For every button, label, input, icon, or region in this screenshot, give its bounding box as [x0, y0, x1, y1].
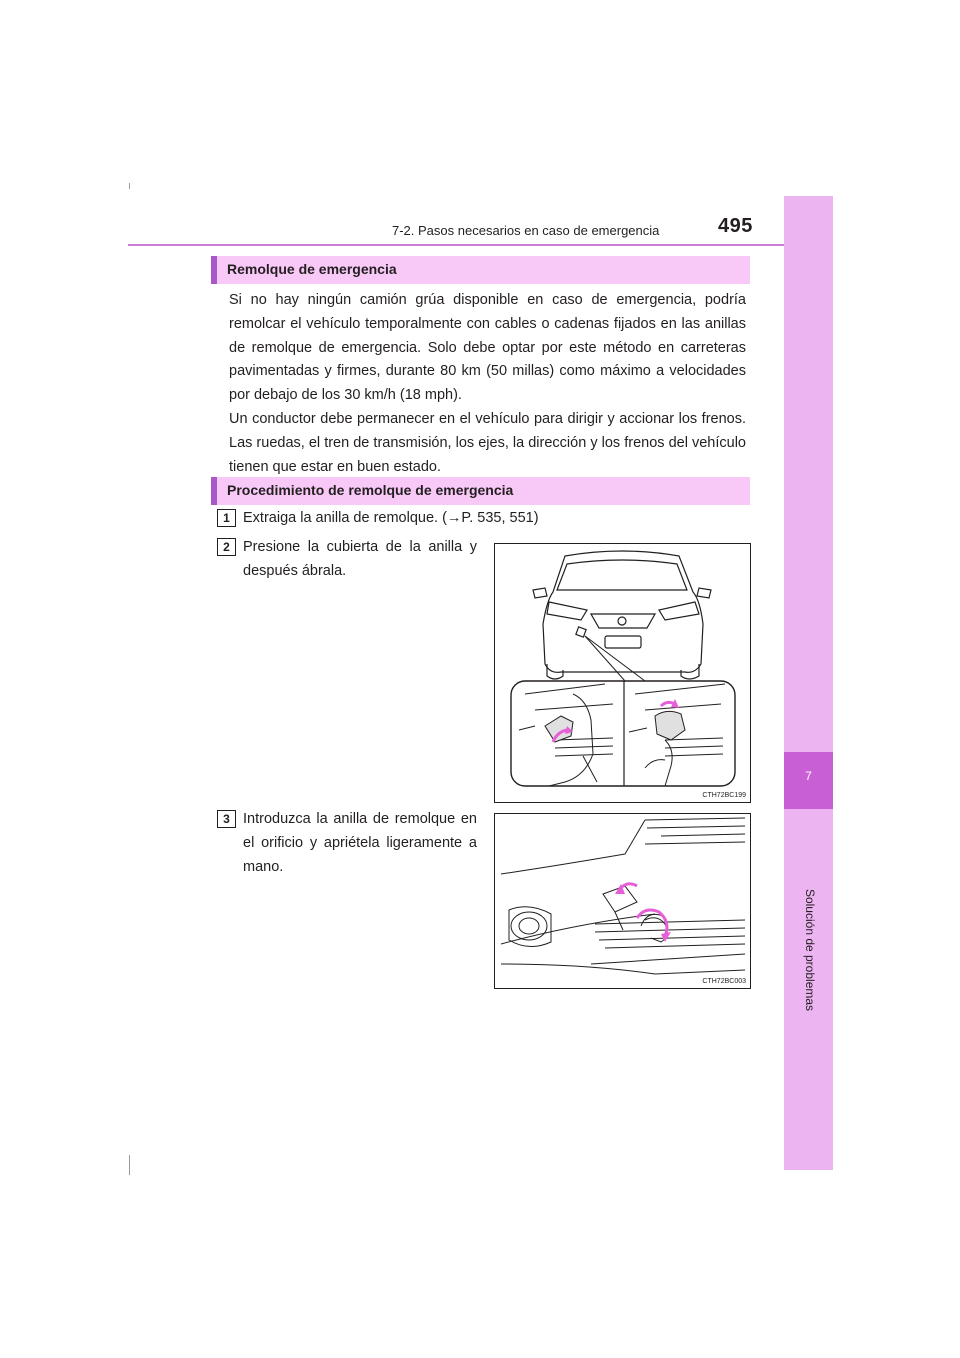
figure-insert-tow-hook — [494, 813, 751, 989]
figure-tow-hook-cover — [494, 543, 751, 803]
crop-mark — [129, 183, 130, 189]
header-section-title: 7-2. Pasos necesarios en caso de emergencia — [392, 223, 660, 238]
step-text-1: Extraiga la anilla de remolque. (→P. 535, 551) — [243, 510, 539, 526]
chapter-title: Solución de problemas — [803, 888, 817, 1012]
step-number-1: 1 — [217, 509, 236, 527]
section-heading-text: Remolque de emergencia — [227, 261, 397, 277]
step-text-3: Introduzca la anilla de remolque en el orificio y apriétela ligeramente a mano. — [243, 811, 477, 875]
figure-code: CTH72BC199 — [702, 792, 746, 799]
header-divider — [128, 244, 833, 246]
section-heading-remolque — [211, 256, 750, 284]
body-text — [229, 289, 746, 479]
crop-mark — [129, 1155, 130, 1175]
section-heading-text: Procedimiento de remolque de emergencia — [227, 482, 514, 498]
section-heading-procedimiento — [211, 477, 750, 505]
tow-hook-insertion-illustration — [495, 814, 750, 988]
step-number-3: 3 — [217, 810, 236, 828]
car-front-illustration — [495, 544, 750, 802]
paragraph-towing-conditions: Si no hay ningún camión grúa disponible en caso de emergencia, podría remolcar el vehículo temporalmente con cables o cadenas fijados en las anillas de remolque de emergencia. Solo debe optar por este método en carreteras pavimentadas y firmes, durante 80 km (50 millas) como máximo a velocidades por debajo de los 30 km/h (18 mph). — [229, 292, 746, 404]
step-text-2: Presione la cubierta de la anilla y después ábrala. — [243, 539, 477, 579]
figure-code: CTH72BC003 — [702, 978, 746, 985]
chapter-side-tab — [784, 196, 833, 1170]
step-number-2: 2 — [217, 538, 236, 556]
chapter-number: 7 — [805, 769, 812, 783]
page-number: 495 — [718, 215, 753, 237]
paragraph-driver-requirement: Un conductor debe permanecer en el vehículo para dirigir y accionar los frenos. Las ruedas, el tren de transmisión, los ejes, la dirección y los frenos del vehículo tienen que estar en buen estado. — [229, 410, 746, 475]
